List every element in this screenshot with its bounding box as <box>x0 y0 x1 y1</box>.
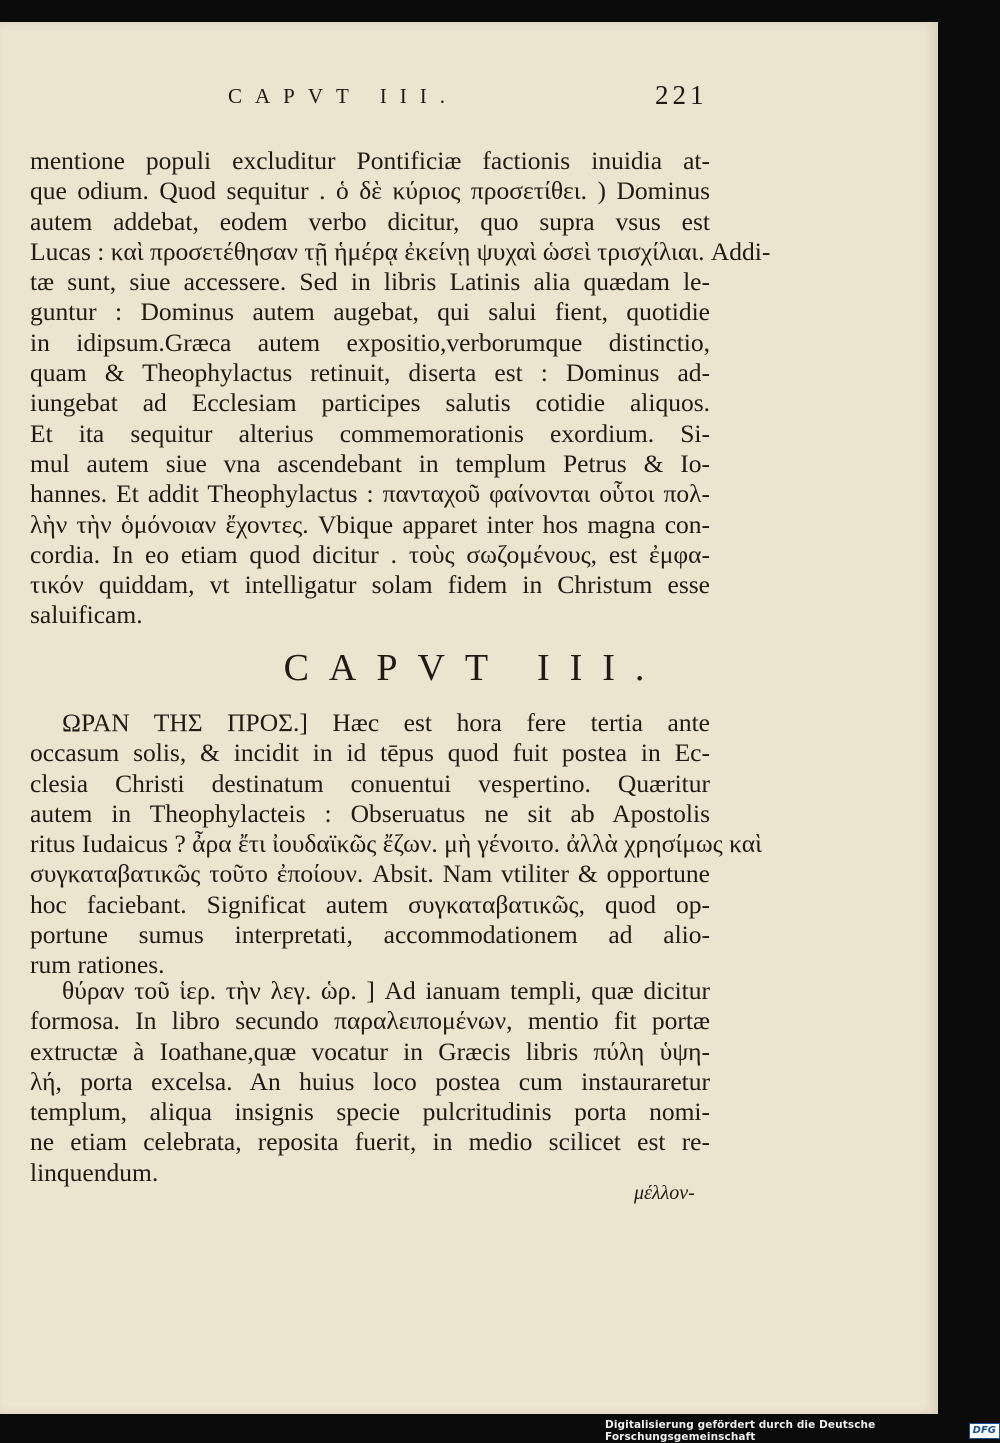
running-title: CAPVT III. <box>228 84 458 108</box>
text-line: autem in Theophylacteis : Obseruatus ne sit ab Apostolis <box>30 798 710 828</box>
text-line: quam & Theophylactus retinuit, diserta est : Dominus ad- <box>30 358 710 388</box>
text-line: hoc faciebant. Significat autem συγκαταβατικῶς, quod op- <box>30 889 710 919</box>
text-line: τικόν quiddam, vt intelligatur solam fidem in Christum esse <box>30 570 710 600</box>
text-line: θύραν τοῦ ἱερ. τὴν λεγ. ὡρ. ] Ad ianuam templi, quæ dicitur <box>62 976 710 1005</box>
chapter-heading: CAPVT III. <box>283 647 665 689</box>
text-line: Lucas : καὶ προσετέθησαν τῇ ἡμέρᾳ ἐκείνῃ ψυχαὶ ὡσεὶ τρισχίλιαι. Addi- <box>30 236 771 266</box>
text-line: ritus Iudaicus ? ἆρα ἔτι ἰουδαϊκῶς ἔζων. μὴ γένοιτο. ἀλλὰ χρησίμως καὶ <box>30 829 762 859</box>
text-line: cordia. In eo etiam quod dicitur . τοὺς σωζομένους, est ἐμφα- <box>30 539 710 569</box>
text-line: extructæ à Ioathane,quæ vocatur in Græcis libris πύλη ὑψη- <box>30 1036 710 1066</box>
text-line: in idipsum.Græca autem expositio,verborumque distinctio, <box>30 327 710 357</box>
text-line: guntur : Dominus autem augebat, qui salui fient, quotidie <box>30 297 710 327</box>
paragraph-hora <box>30 708 762 981</box>
text-line: λὴν τὴν ὁμόνοιαν ἔχοντες. Vbique apparet inter hos magna con- <box>30 509 710 539</box>
text-line: saluificam. <box>30 600 143 630</box>
text-line: συγκαταβατικῶς τοῦτο ἐποίουν. Absit. Nam vtiliter & opportune <box>30 859 710 889</box>
text-line: iungebat ad Ecclesiam participes salutis cotidie aliquos. <box>30 388 710 418</box>
page-number: 221 <box>655 80 708 110</box>
digitization-footer <box>605 1419 1000 1443</box>
text-line: ΩΡΑΝ ΤΗΣ ΠΡΟΣ.] Hæc est hora fere tertia ante <box>62 708 710 737</box>
text-line: portune sumus interpretati, accommodationem ad alio- <box>30 920 710 950</box>
catchword: μέλλον- <box>634 1182 695 1204</box>
paragraph-continued <box>30 146 771 631</box>
text-line: que odium. Quod sequitur . ὁ δὲ κύριος προσετίθει. ) Dominus <box>30 176 710 206</box>
text-line: linquendum. <box>30 1157 159 1187</box>
page-header <box>0 80 938 114</box>
text-line: templum, aliqua insignis specie pulcritudinis porta nomi- <box>30 1097 710 1127</box>
text-line: ne etiam celebrata, reposita fuerit, in medio scilicet est re- <box>30 1127 710 1157</box>
paragraph-ianua <box>30 976 710 1188</box>
text-line: tæ sunt, siue accessere. Sed in libris Latinis alia quædam le- <box>30 267 710 297</box>
text-line: autem addebat, eodem verbo dicitur, quo supra vsus est <box>30 206 710 236</box>
text-line: Et ita sequitur alterius commemorationis exordium. Si- <box>30 418 710 448</box>
text-line: mul autem siue vna ascendebant in templum Petrus & Io- <box>30 448 710 478</box>
text-line: formosa. In libro secundo παραλειπομένων, mentio fit portæ <box>30 1006 710 1036</box>
book-page <box>0 22 938 1414</box>
text-line: rum rationes. <box>30 950 165 980</box>
text-line: λή, porta excelsa. An huius loco postea cum instauraretur <box>30 1066 710 1096</box>
text-line: hannes. Et addit Theophylactus : πανταχοῦ φαίνονται οὗτοι πολ- <box>30 479 710 509</box>
text-line: occasum solis, & incidit in id tēpus quod fuit postea in Ec- <box>30 738 710 768</box>
text-line: mentione populi excluditur Pontificiæ factionis inuidia at- <box>30 146 710 175</box>
text-line: clesia Christi destinatum conuentui vespertino. Quæritur <box>30 768 710 798</box>
digitization-notice: Digitalisierung gefördert durch die Deutsche Forschungsgemeinschaft <box>605 1419 876 1443</box>
dfg-logo-icon: DFG <box>969 1423 1000 1439</box>
